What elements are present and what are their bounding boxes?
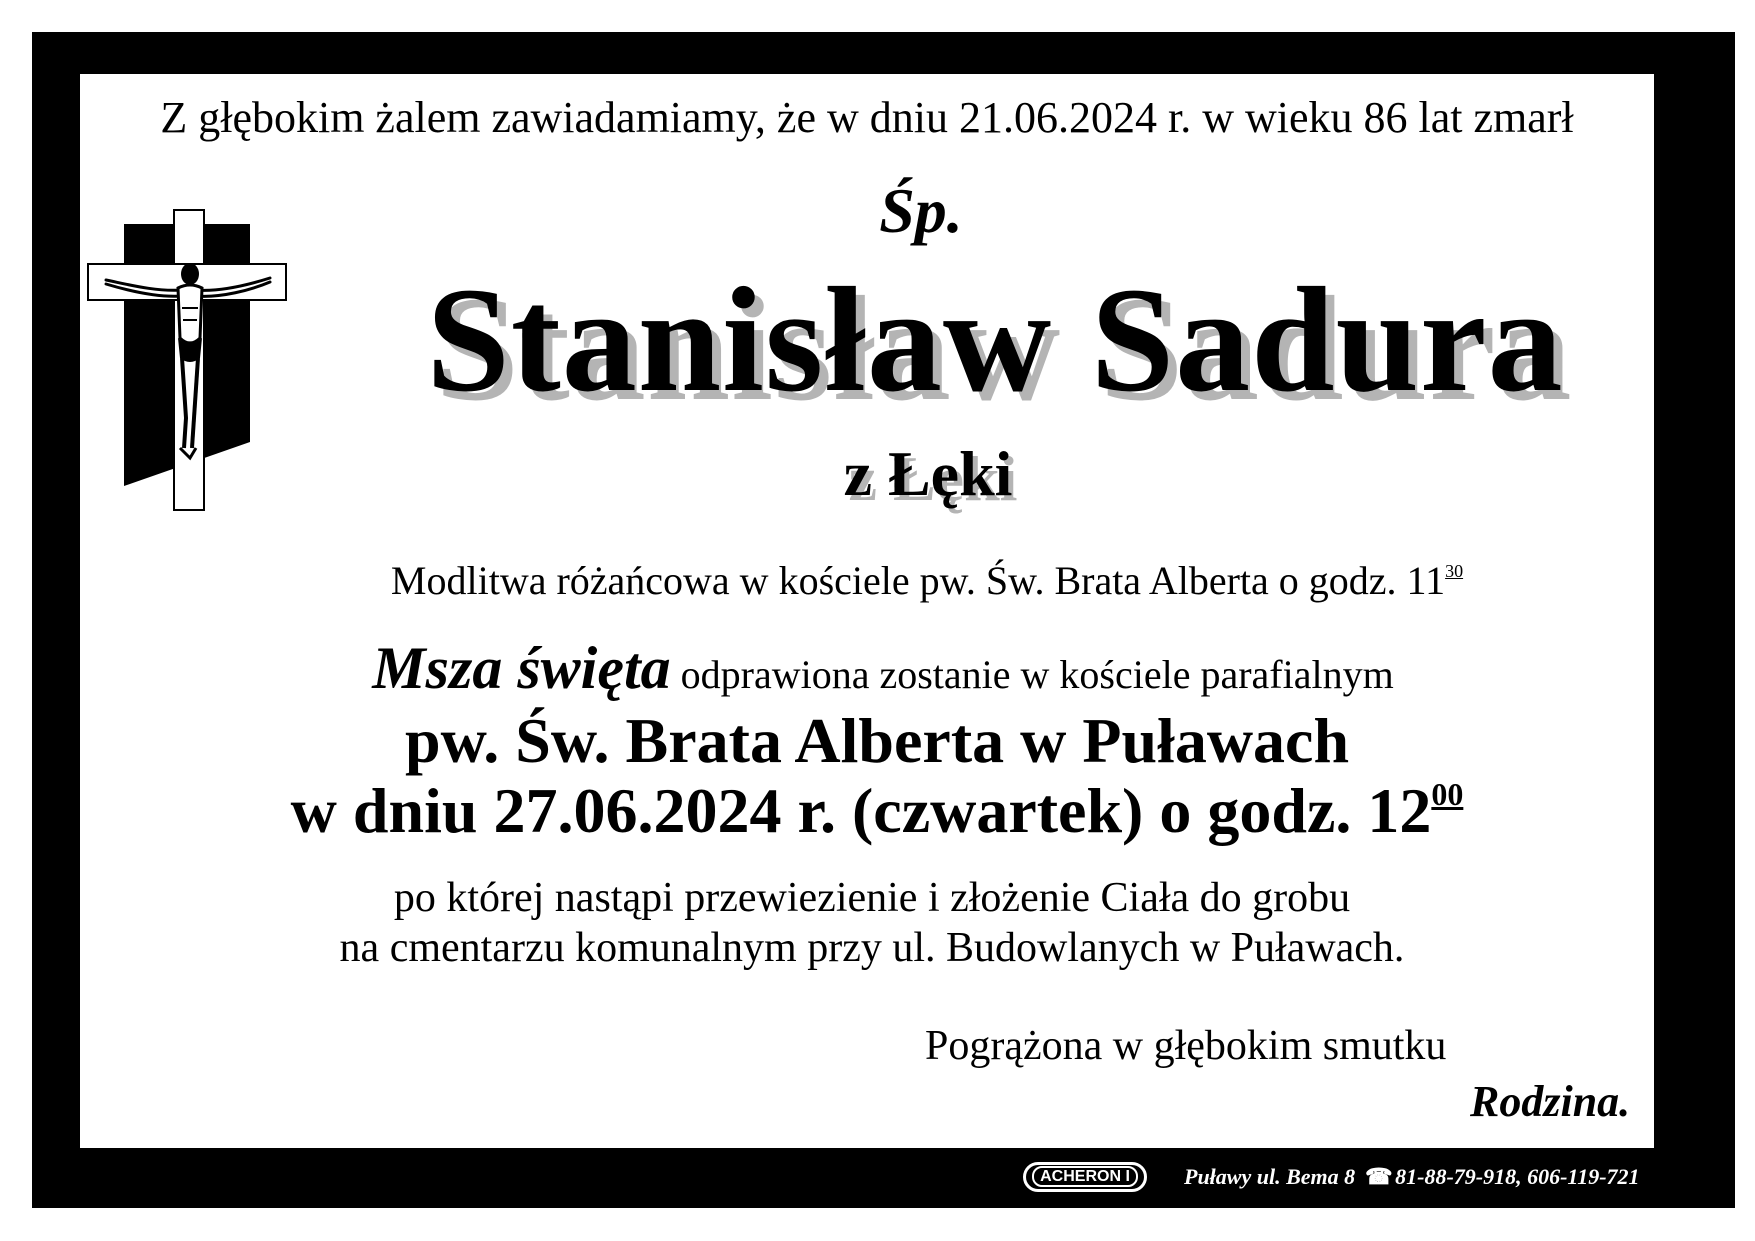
rosary-minutes: 30 <box>1445 560 1464 581</box>
acheron-logo <box>1023 1162 1147 1192</box>
service-minutes: 00 <box>1431 775 1464 812</box>
mass-title: Msza święta <box>372 635 671 701</box>
service-date-line <box>80 774 1654 848</box>
mass-line <box>80 634 1654 703</box>
honorific: Śp. <box>879 175 963 246</box>
rosary-line <box>80 557 1654 604</box>
family-signature: Rodzina. <box>1470 1077 1631 1126</box>
logo-text: ACHERON I <box>1032 1166 1138 1187</box>
rosary-text: Modlitwa różańcowa w kościele pw. Św. Brata Alberta o godz. 11 <box>390 558 1446 603</box>
burial-line-2: na cmentarzu komunalnym przy ul. Budowlanych w Puławach. <box>339 925 1405 971</box>
church-name: pw. Św. Brata Alberta w Puławach <box>404 705 1350 776</box>
address: Puławy ul. Bema 8 <box>1184 1164 1356 1189</box>
mourning-text: Pogrążona w głębokim smutku <box>925 1023 1447 1069</box>
announcement-intro: Z głębokim żalem zawiadamiamy, że w dniu 21.06.2024 r. w wieku 86 lat zmarł <box>160 93 1574 142</box>
funeral-home-footer <box>0 1158 1755 1198</box>
service-date: w dniu 27.06.2024 r. (czwartek) o godz. 12 <box>290 775 1432 846</box>
phone-numbers: 81-88-79-918, 606-119-721 <box>1395 1164 1640 1189</box>
mass-text: odprawiona zostanie w kościele parafialnym <box>680 652 1394 697</box>
obituary-card <box>80 74 1654 1148</box>
deceased-origin: z Łęki <box>843 438 1013 509</box>
contact-info <box>1184 1164 1640 1190</box>
telephone-icon: ☎ <box>1365 1164 1393 1189</box>
deceased-name: Stanisław Sadura <box>426 257 1564 423</box>
burial-line-1: po której nastąpi przewiezienie i złożenie Ciała do grobu <box>393 875 1351 921</box>
